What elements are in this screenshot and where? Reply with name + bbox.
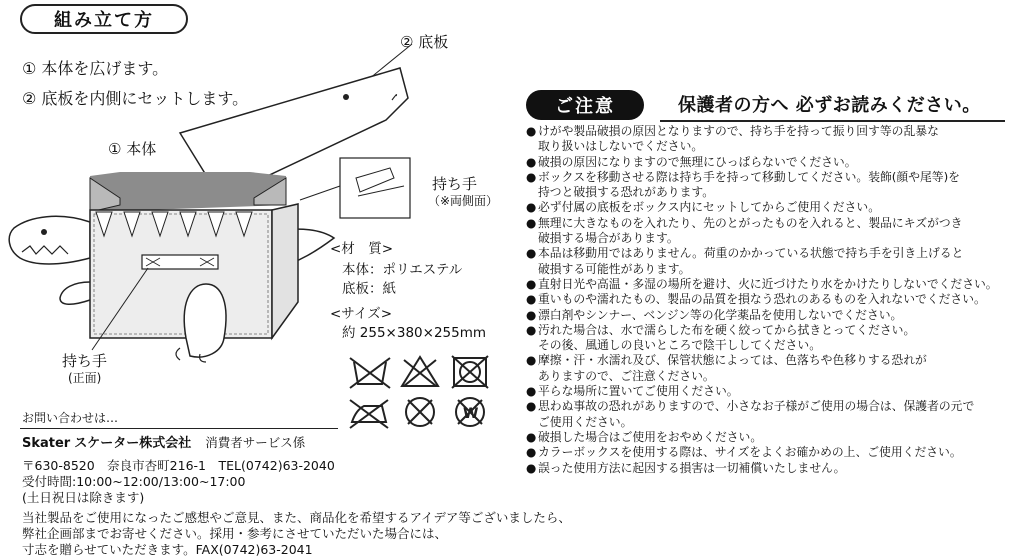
label-handle-side: 持ち手 (432, 175, 478, 193)
caution-item (526, 246, 1016, 261)
caution-bullet: ● (526, 322, 537, 337)
caution-bullet: ● (526, 445, 537, 460)
caution-text: 取り扱いはしないでください。 (538, 139, 704, 154)
caution-bullet: ● (526, 429, 537, 444)
caution-bullet: ● (526, 353, 537, 368)
material-bottom: 底板：紙 (342, 281, 396, 297)
caution-underline (660, 120, 1005, 122)
caution-item (526, 155, 1016, 170)
caution-item (526, 292, 1016, 307)
department: 消費者サービス係 (205, 435, 306, 450)
caution-text: けがや製品破損の原因となりますので、持ち手を持って振り回す等の乱暴な (538, 124, 939, 138)
caution-text: カラーボックスを使用する際は、サイズをよくお確かめの上、ご使用ください。 (538, 445, 962, 460)
no-bleach-icon (402, 357, 438, 386)
caution-label: ご注意 (526, 90, 644, 120)
caution-bullet: ● (526, 215, 537, 230)
caution-text: 汚れた場合は、水で濡らした布を硬く絞ってから拭きとってください。 (538, 322, 916, 337)
material-body: 本体：ポリエステル (342, 262, 463, 278)
material-heading: <材 質> (330, 241, 394, 257)
caution-item (526, 170, 1016, 185)
caution-bullet: ● (526, 200, 537, 215)
caution-heading: 保護者の方へ 必ずお読みください。 (678, 95, 981, 116)
step-1: ① 本体を広げます。 (22, 59, 169, 78)
label-body: ① 本体 (108, 140, 157, 158)
company-logo: Skater (22, 436, 71, 451)
request-line-2: 弊社企画部までお寄せください。採用・参考にさせていただいた場合には、 (22, 526, 448, 541)
contact-hours: 受付時間:10:00~12:00/13:00~17:00 (22, 474, 246, 489)
caution-text: 無理に大きなものを入れたり、先のとがったものを入れると、製品にキズがつき (538, 215, 963, 230)
no-tumble-dry-icon (452, 356, 488, 388)
label-handle-front-note: (正面) (68, 371, 102, 385)
caution-text: 本品は移動用ではありません。荷重のかかっている状態で持ち手を引き上げると (538, 246, 964, 261)
contact-address: 〒630-8520 奈良市杏町216-1 TEL(0742)63-2040 (22, 458, 335, 473)
caution-item (526, 262, 1016, 277)
caution-text: 思わぬ事故の恐れがありますので、小さなお子様がご使用の場合は、保護者の元で (538, 399, 975, 414)
care-icons (346, 354, 496, 430)
caution-bullet: ● (526, 276, 537, 291)
company-name: スケーター株式会社 (74, 436, 192, 451)
caution-text: 摩擦・汗・水濡れ及び、保管状態によっては、色落ちや色移りする恐れが (538, 353, 927, 368)
caution-item (526, 415, 1016, 430)
caution-item (526, 231, 1016, 246)
no-iron-icon (350, 400, 388, 428)
caution-item (526, 353, 1016, 368)
caution-text: 平らな場所に置いてご使用ください。 (538, 384, 739, 399)
caution-text: 重いものや濡れたもの、製品の品質を損なう恐れのあるものを入れないでください。 (538, 292, 986, 307)
contact-inquiry: お問い合わせは… (22, 411, 119, 425)
caution-item (526, 399, 1016, 414)
caution-text: ご使用ください。 (538, 414, 633, 429)
caution-item (526, 369, 1016, 384)
contact-holidays: (土日祝日は除きます) (22, 490, 145, 505)
caution-text: ありますので、ご注意ください。 (538, 368, 715, 383)
request-line-3: 寸志を贈らせていただきます。FAX(0742)63-2041 (22, 542, 313, 557)
caution-bullet: ● (526, 124, 537, 138)
caution-bullet: ● (526, 307, 537, 322)
caution-text: 破損の原因になりますので無理にひっぱらないでください。 (538, 154, 857, 169)
caution-text: その後、風通しの良いところで陰干ししてください。 (538, 338, 822, 353)
caution-item (526, 216, 1016, 231)
label-handle-front: 持ち手 (62, 352, 108, 370)
caution-text: 持つと破損する恐れがあります。 (538, 185, 715, 200)
caution-text: 破損する可能性があります。 (538, 261, 691, 276)
caution-text: 破損する場合があります。 (538, 231, 679, 246)
company-line (22, 432, 305, 451)
caution-bullet: ● (526, 246, 537, 261)
caution-item (526, 200, 1016, 215)
caution-bullet: ● (526, 384, 537, 399)
label-handle-side-note: （※両側面） (428, 194, 499, 208)
caution-text: 漂白剤やシンナー、ベンジン等の化学薬品を使用しないでください。 (538, 307, 903, 322)
caution-text: 直射日光や高温・多湿の場所を避け、火に近づけたり水をかけたりしないでください。 (538, 276, 998, 291)
contact-divider (20, 428, 338, 429)
caution-bullet: ● (526, 399, 537, 414)
caution-text: 破損した場合はご使用をおやめください。 (538, 429, 763, 444)
caution-item (526, 430, 1016, 445)
caution-item (526, 384, 1016, 399)
request-line-1: 当社製品をご使用になったご感想やご意見、また、商品化を希望するアイデア等ございましたら、 (22, 510, 571, 525)
size-value: 約 255×380×255mm (342, 325, 487, 341)
caution-item (526, 338, 1016, 353)
svg-text:W: W (463, 406, 479, 422)
no-wet-clean-icon (456, 398, 484, 426)
caution-list (526, 124, 1016, 476)
step-2: ② 底板を内側にセットします。 (22, 89, 249, 108)
caution-text: 誤った使用方法に起因する損害は一切補償いたしません。 (538, 460, 846, 475)
caution-bullet: ● (526, 460, 537, 475)
caution-item (526, 139, 1016, 154)
caution-text: ボックスを移動させる際は持ち手を持って移動してください。装飾(顔や尾等)を (538, 169, 960, 184)
caution-item (526, 461, 1016, 476)
caution-bullet: ● (526, 292, 537, 307)
caution-bullet: ● (526, 154, 537, 169)
assembly-title: 組み立て方 (20, 4, 188, 34)
no-wash-icon (350, 358, 390, 388)
caution-item (526, 308, 1016, 323)
size-heading: <サイズ> (330, 306, 393, 322)
caution-item (526, 445, 1016, 460)
caution-item (526, 124, 1016, 139)
caution-text: 必ず付属の底板をボックス内にセットしてからご使用ください。 (538, 200, 880, 215)
no-dry-clean-icon (406, 398, 434, 426)
caution-bullet: ● (526, 169, 537, 184)
caution-item (526, 277, 1016, 292)
caution-item (526, 323, 1016, 338)
label-bottom-board: ② 底板 (400, 33, 449, 51)
caution-item (526, 185, 1016, 200)
